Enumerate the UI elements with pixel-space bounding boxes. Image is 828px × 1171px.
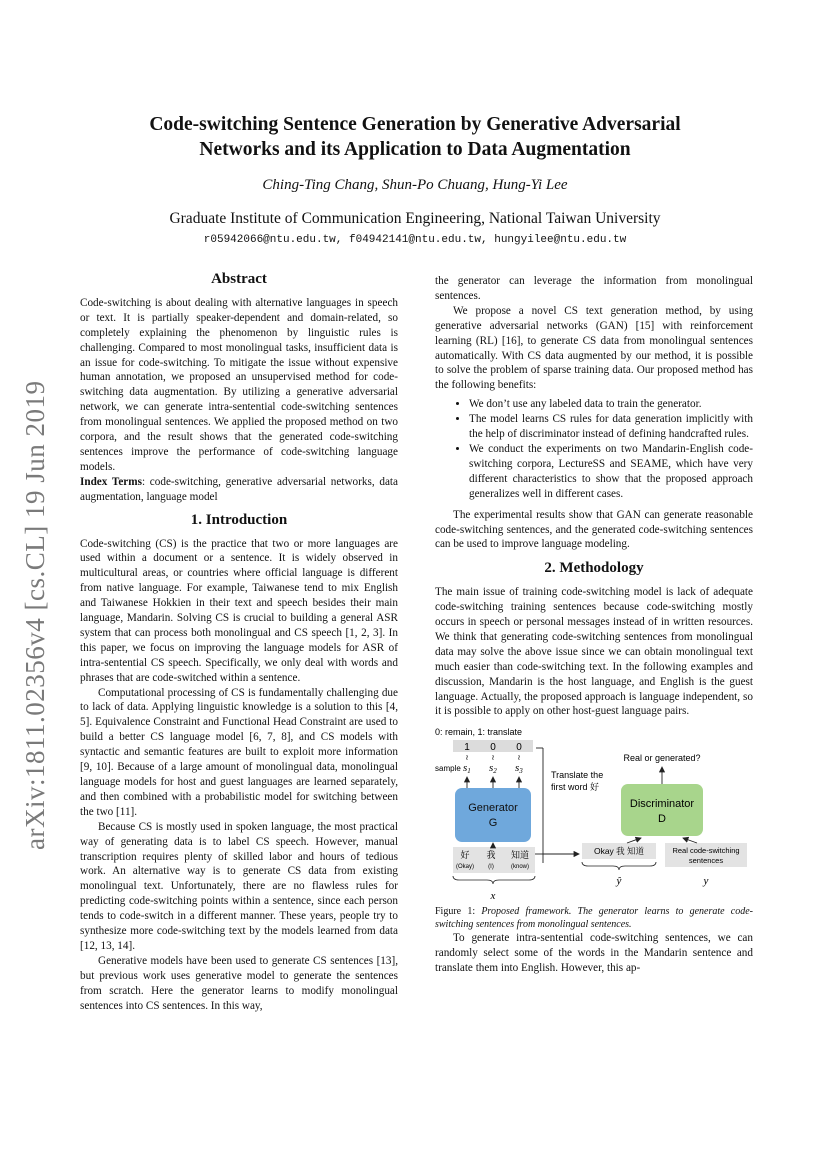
sample-label: sample	[435, 764, 461, 774]
caption-text: Proposed framework. The generator learns to generate code-switching sentences from monolingual sentences.	[435, 906, 753, 931]
methodology-heading: 2. Methodology	[544, 560, 644, 577]
benefits-list	[435, 397, 753, 501]
tilde-mark: ≀	[491, 753, 495, 763]
abstract-heading: Abstract	[211, 271, 267, 287]
arrow-to-discriminator	[683, 838, 697, 843]
token-gloss: (I)	[488, 864, 494, 871]
bit-3: 0	[516, 742, 522, 754]
tilde-mark: ≀	[465, 753, 469, 763]
discriminator-name: Discriminator	[629, 798, 695, 811]
paper-title	[100, 112, 730, 162]
intro-continued: the generator can leverage the information from monolingual sentences.	[435, 275, 753, 302]
real-or-generated: Real or generated?	[623, 753, 701, 764]
x-label: x	[490, 890, 496, 903]
legend-text: 0: remain, 1: translate	[435, 727, 523, 738]
output-sentence: Okay 我 知道	[593, 846, 645, 857]
proposal-paragraph: We propose a novel CS text generation method, by using generative adversarial networks (GAN) [15] with reinforcement learning (RL) [16], to generate CS data from monolingual sentences automatically. With CS data augmented by our method, it is possible to solve the problem of sparse training data. Our proposed method has the following benefits:	[435, 304, 753, 392]
token-gloss: (Okay)	[456, 864, 474, 871]
right-column	[435, 274, 753, 976]
intro-paragraph-1: Code-switching (CS) is the practice that two or more languages are used within a document or a sentence. It is widely observed in multicultural areas, or countries where official language is different from native language. For example, Taiwanese tend to mix English and Taiwanese Hokkien in their text and speech besides their main language, Mandarin. Solving CS is crucial to building a general ASR system that can process both monolingual and CS speech [1, 2, 3]. In this paper, we focus on improving the language models for ASR of intra-sentential CS speech. Specifically, we only deal with words and phrases that are code-switched within a sentence.	[80, 537, 398, 684]
arxiv-stamp: arXiv:1811.02356v4 [cs.CL] 19 Jun 2019	[20, 380, 50, 850]
list-item: • The model learns CS rules for data generation implicitly with the help of discriminator instead of defining handcrafted rules.	[469, 412, 753, 442]
real-cs-line-1: Real code-switching	[672, 846, 740, 856]
output-brace	[582, 862, 656, 870]
figure-caption	[435, 905, 753, 931]
tilde-mark: ≀	[517, 753, 521, 763]
translate-note-line-1: Translate the	[551, 770, 604, 781]
discriminator-box	[621, 784, 703, 836]
index-terms	[80, 475, 398, 505]
index-terms-text: : code-switching, generative adversarial networks, data augmentation, language model	[80, 475, 398, 503]
bit-2: 0	[490, 742, 496, 754]
generator-letter: G	[488, 817, 498, 830]
intro-paragraph-3: Because CS is mostly used in spoken language, the most practical way of generating data is to label CS speech. However, manual transcription requires plenty of skilled labor and hours of tedious work. An alternative way is to generate CS data from existing monolingual text. Unfortunately, there are no flawless rules for predicting code-switching points within a sentence, since each person tends to code-switch in a different manner. These years, people try to synthesize more code-switching text by the models learned from data [12, 13, 14].	[80, 820, 398, 952]
title-line-1: Code-switching Sentence Generation by Generative Adversarial	[149, 114, 681, 135]
generator-box	[455, 788, 531, 842]
intro-heading: 1. Introduction	[190, 511, 288, 528]
index-terms-label: Index Terms	[80, 475, 142, 488]
generator-name: Generator	[468, 802, 518, 815]
results-paragraph: The experimental results show that GAN can generate reasonable code-switching sentences, and the generated code-switching sentences can be used to improve language modeling.	[435, 508, 753, 551]
arrow-to-discriminator	[627, 838, 641, 843]
abstract-text: Code-switching is about dealing with alternative languages in speech or text. It is partially speaker-dependent and domain-related, so completely explaining the phenomenon by linguistic rules is challenging. Compared to most monolingual tasks, insufficient data is an issue for code-switching. To mitigate the issue without expensive human annotation, we proposed an unsupervised method for code-switching data augmentation. By utilizing a generative adversarial network, we can generate intra-sentential code-switching sentences from monolingual sentences. We applied the proposed method on two corpora, and the result shows that the generated code-switching sentences improve the performance of code-switching language models.	[80, 296, 398, 473]
y-label: y	[703, 875, 709, 888]
intro-paragraph-4: Generative models have been used to generate CS sentences [13], but previous work uses generative model to generate the sentences from scratch. Here the generator learns to modify monolingual sentences into CS sentences. In this way,	[80, 954, 398, 1012]
token-word: 好	[460, 850, 470, 861]
figure-1	[435, 727, 753, 905]
token-gloss: (know)	[510, 864, 530, 871]
s1-label: s1	[463, 762, 471, 776]
token-word: 我	[486, 850, 496, 861]
s2-label: s2	[489, 762, 497, 776]
after-figure-paragraph: To generate intra-sentential code-switching sentences, we can randomly select some of the words in the Mandarin sentence and translate them into English. However, this ap-	[435, 932, 753, 975]
bit-1: 1	[464, 742, 470, 754]
input-brace	[453, 876, 535, 884]
yhat-label: ŷ	[616, 875, 622, 888]
affiliation: Graduate Institute of Communication Engineering, National Taiwan University	[169, 210, 661, 227]
caption-label: Figure 1:	[435, 906, 482, 918]
authors: Ching-Ting Chang, Shun-Po Chuang, Hung-Yi Lee	[262, 177, 568, 193]
list-item: • We don’t use any labeled data to train the generator.	[469, 397, 753, 412]
intro-paragraph-2: Computational processing of CS is fundamentally challenging due to lack of data. Applying linguistic knowledge is a solution to this [4, 5]. Equivalence Constraint and Functional Head Constraint are used to build a better CS language model [6, 7, 8], and CS models with syntactic and semantic features are built to exploit more information [9, 10]. Because of a large amount of monolingual data, monolingual language models for host and guest languages are learned separately, and then combined with a probabilistic model for switching between the two [11].	[80, 686, 398, 818]
token-word: 知道	[510, 850, 530, 861]
discriminator-letter: D	[658, 813, 666, 826]
emails: r05942066@ntu.edu.tw, f04942141@ntu.edu.tw, hungyilee@ntu.edu.tw	[203, 234, 627, 246]
title-line-2: Networks and its Application to Data Augmentation	[199, 139, 631, 160]
methodology-paragraph: The main issue of training code-switching model is lack of adequate code-switching training sentences because code-switching mostly occurs in speech or personal messages instead of in written resources. We think that generating code-switching sentences from monolingual data may solve the above issue since we can obtain monolingual text much easier than code-switching text. In the following examples and discussion, Mandarin is the host language, and English is the guest language. Actually, the proposed approach is language independent, so it is possible to apply on other host-guest language pairs.	[435, 586, 753, 718]
translate-note-line-2: first word 好	[551, 782, 600, 793]
real-cs-line-2: sentences	[688, 856, 724, 866]
framework-diagram	[435, 727, 753, 905]
s3-label: s3	[515, 762, 523, 776]
list-item: • We conduct the experiments on two Mandarin-English code-switching corpora, LectureSS and SEAME, which have very different characteristics to show that the proposed approach generalizes well in different cases.	[469, 442, 753, 502]
left-column	[80, 272, 398, 1014]
